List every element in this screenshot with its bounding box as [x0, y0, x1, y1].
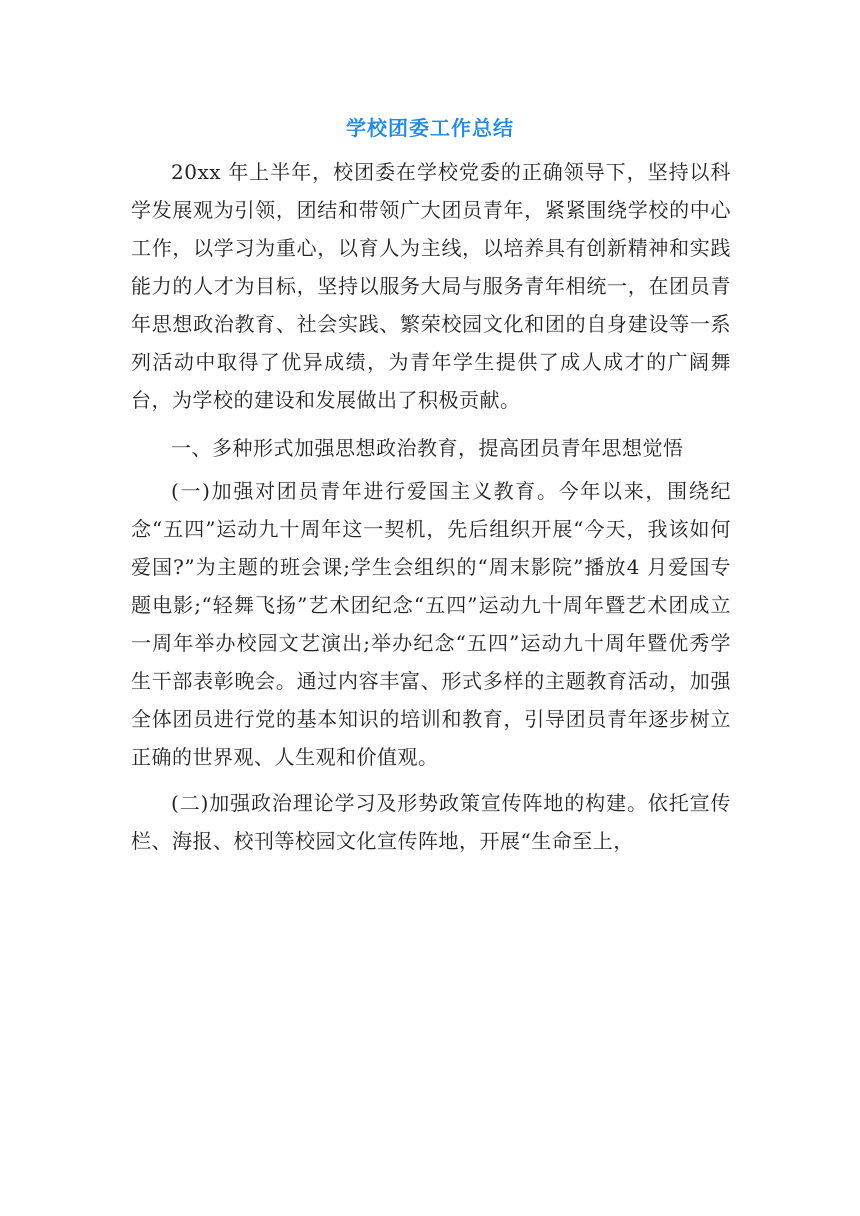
- intro-paragraph: 20xx 年上半年，校团委在学校党委的正确领导下，坚持以科学发展观为引领，团结和带领广大团员青年，紧紧围绕学校的中心工作，以学习为重心，以育人为主线，以培养具有创新精神和实践能力的人才为目标，坚持以服务大局与服务青年相统一，在团员青年思想政治教育、社会实践、繁荣校园文化和团的自身建设等一系列活动中取得了优异成绩，为青年学生提供了成人成才的广阔舞台，为学校的建设和发展做出了积极贡献。: [131, 160, 731, 412]
- document-title: 学校团委工作总结: [346, 116, 514, 140]
- subsection-paragraph-1: (一)加强对团员青年进行爱国主义教育。今年以来，围绕纪念“五四”运动九十周年这一契机，先后组织开展“今天，我该如何爱国?”为主题的班会课;学生会组织的“周末影院”播放4 月爱国专题电影;“轻舞飞扬”艺术团纪念“五四”运动九十周年暨艺术团成立一周年举办校园文艺演出;举办纪念“五四”运动九十周年暨优秀学生干部表彰晚会。通过内容丰富、形式多样的主题教育活动，加强全体团员进行党的基本知识的培训和教育，引导团员青年逐步树立正确的世界观、人生观和价值观。: [131, 479, 731, 769]
- document-body: [131, 153, 731, 860]
- subsection-paragraph-2: (二)加强政治理论学习及形势政策宣传阵地的构建。依托宣传栏、海报、校刊等校园文化宣传阵地，开展“生命至上，: [131, 791, 731, 853]
- section-heading: 一、多种形式加强思想政治教育，提高团员青年思想觉悟: [171, 436, 684, 460]
